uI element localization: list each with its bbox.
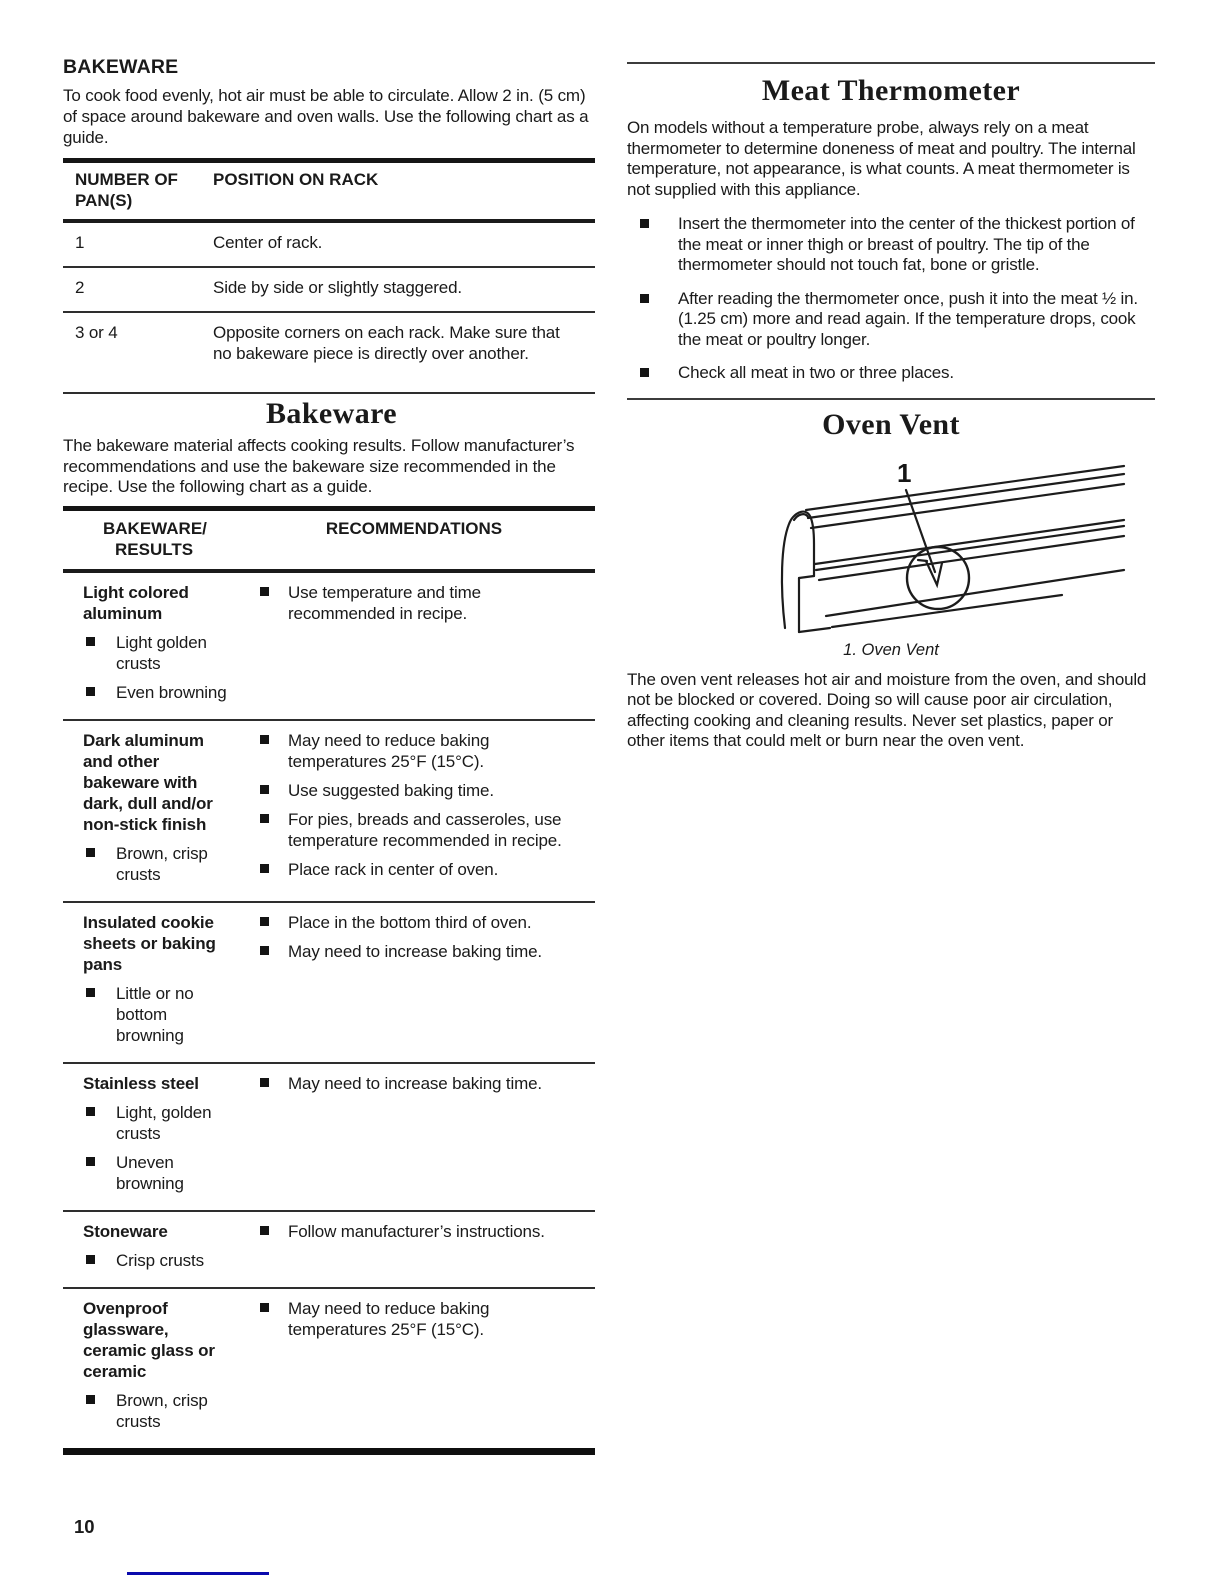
recommendations-cell <box>233 1221 595 1271</box>
bullet-text: For pies, breads and casseroles, use temperature recommended in recipe. <box>288 809 562 850</box>
table-row <box>63 1064 595 1212</box>
bullet-text: Brown, crisp crusts <box>116 1390 208 1431</box>
pans-position-table <box>63 158 595 394</box>
bullet-square-icon <box>260 814 269 823</box>
bullet-text: May need to increase baking time. <box>288 1073 542 1093</box>
bullet-text: Uneven browning <box>116 1152 184 1193</box>
recommendation-bullet-item <box>260 1298 590 1340</box>
bullet-square-icon <box>260 1303 269 1312</box>
table-row <box>63 313 595 394</box>
bullet-text: May need to reduce baking temperatures 25°F (15°C). <box>288 1298 490 1339</box>
bullet-item <box>627 214 1155 276</box>
material-cell <box>63 730 233 885</box>
pans-table-header <box>63 163 595 223</box>
material-cell <box>63 912 233 1046</box>
bullet-square-icon <box>86 687 95 696</box>
recommendations-cell <box>233 1073 595 1194</box>
bullet-item <box>627 289 1155 351</box>
table-row <box>63 1212 595 1289</box>
bullet-square-icon <box>640 368 649 377</box>
result-bullet-item <box>86 682 233 703</box>
recommendation-bullet-item <box>260 780 590 801</box>
left-column <box>63 56 600 1455</box>
bakeware-table-body <box>63 573 595 1448</box>
recommendations-cell <box>233 1298 595 1432</box>
recommendation-bullet-item <box>260 859 590 880</box>
table-row <box>63 223 595 268</box>
position-cell: Side by side or slightly staggered. <box>213 278 462 297</box>
recommendation-bullet-item <box>260 730 590 772</box>
bullet-square-icon <box>86 1107 95 1116</box>
recommendations-header-cell: RECOMMENDATIONS <box>325 518 503 538</box>
bullet-text: Insert the thermometer into the center of the thickest portion of the meat or inner thigh or breast of poultry. The tip of the thermometer should not touch fat, bone or gristle. <box>678 214 1135 274</box>
pans-table-body <box>63 223 595 394</box>
bullet-text: Use suggested baking time. <box>288 780 494 800</box>
oven-vent-heading: Oven Vent <box>822 407 960 441</box>
results-list <box>83 983 233 1046</box>
table-row <box>63 268 595 313</box>
section-divider-line <box>627 62 1155 64</box>
position-header-cell: POSITION ON RACK <box>213 170 379 189</box>
pans-header-cell: NUMBER OF PAN(S) <box>75 170 178 210</box>
pans-cell: 1 <box>75 233 85 252</box>
bullet-square-icon <box>640 294 649 303</box>
result-bullet-item <box>86 1390 233 1432</box>
recommendations-cell <box>233 912 595 1046</box>
bullet-text: Light, golden crusts <box>116 1102 212 1143</box>
bullet-text: Even browning <box>116 682 227 702</box>
bullet-square-icon <box>260 1078 269 1087</box>
results-list <box>83 1102 233 1194</box>
bullet-text: Use temperature and time recommended in recipe. <box>288 582 481 623</box>
bullet-square-icon <box>260 587 269 596</box>
bakeware-chart-intro: The bakeware material affects cooking results. Follow manufacturer’s recommendations and use the bakeware size recommended in the recipe. Use the following chart as a guide. <box>63 436 575 496</box>
bullet-square-icon <box>260 946 269 955</box>
recommendations-cell <box>233 730 595 885</box>
bullet-text: Place in the bottom third of oven. <box>288 912 532 932</box>
table-row <box>63 721 595 903</box>
material-title: Light colored aluminum <box>83 582 189 623</box>
result-bullet-item <box>86 1250 233 1271</box>
material-title: Dark aluminum and other bakeware with dark, dull and/or non-stick finish <box>83 730 213 834</box>
results-list <box>83 1390 233 1432</box>
bullet-text: Crisp crusts <box>116 1250 204 1270</box>
material-title: Insulated cookie sheets or baking pans <box>83 912 216 974</box>
meat-thermometer-heading: Meat Thermometer <box>761 74 1021 107</box>
table-row <box>63 573 595 721</box>
bullet-square-icon <box>86 1395 95 1404</box>
material-title: Ovenproof glassware, ceramic glass or ceramic <box>83 1298 215 1381</box>
figure-caption: 1. Oven Vent <box>843 640 939 659</box>
figure-callout-label: 1 <box>897 457 912 488</box>
recommendation-bullet-item <box>260 941 590 962</box>
bullet-square-icon <box>260 1226 269 1235</box>
results-list <box>83 1250 233 1271</box>
material-title: Stoneware <box>83 1221 168 1241</box>
result-bullet-item <box>86 1102 233 1144</box>
material-cell <box>63 1298 233 1432</box>
position-cell: Opposite corners on each rack. Make sure that no bakeware piece is directly over another. <box>213 323 560 363</box>
section-divider-line <box>627 398 1155 400</box>
bullet-text: Follow manufacturer’s instructions. <box>288 1221 545 1241</box>
results-list <box>83 843 233 885</box>
bullet-square-icon <box>86 1157 95 1166</box>
bakeware-chart-heading: Bakeware <box>266 397 397 430</box>
pans-cell: 2 <box>75 278 85 297</box>
bullet-square-icon <box>86 637 95 646</box>
page-number: 10 <box>74 1516 95 1537</box>
bullet-item <box>627 363 1155 384</box>
bullet-square-icon <box>260 785 269 794</box>
bullet-square-icon <box>640 219 649 228</box>
results-list <box>83 632 233 703</box>
result-bullet-item <box>86 843 233 885</box>
material-title: Stainless steel <box>83 1073 199 1093</box>
bullet-text: Little or no bottom browning <box>116 983 194 1045</box>
oven-vent-paragraph: The oven vent releases hot air and moisture from the oven, and should not be blocked or covered. Doing so will cause poor air circulation, affecting cooking and cleaning results. Never set plastics, paper or other items that could melt or burn near the oven vent. <box>627 669 1147 750</box>
position-cell: Center of rack. <box>213 233 323 252</box>
material-cell <box>63 582 233 703</box>
recommendations-cell <box>233 582 595 703</box>
right-column <box>627 56 1155 769</box>
recommendation-bullet-item <box>260 1221 590 1242</box>
recommendation-bullet-item <box>260 582 590 624</box>
bullet-square-icon <box>86 988 95 997</box>
bakeware-recommendations-table <box>63 506 595 1455</box>
recommendation-bullet-item <box>260 1073 590 1094</box>
oven-vent-drawing <box>770 446 1132 642</box>
bullet-square-icon <box>260 735 269 744</box>
material-cell <box>63 1073 233 1194</box>
table-row <box>63 1289 595 1448</box>
bullet-square-icon <box>86 848 95 857</box>
bullet-text: After reading the thermometer once, push it into the meat ½ in. (1.25 cm) more and read again. If the temperature drops, cook the meat or poultry longer. <box>678 288 1138 349</box>
bakeware-table-header <box>63 511 595 573</box>
result-bullet-item <box>86 632 233 674</box>
bullet-square-icon <box>86 1255 95 1264</box>
table-row <box>63 903 595 1064</box>
pans-cell: 3 or 4 <box>75 323 118 342</box>
bakeware-intro-paragraph: To cook food evenly, hot air must be able to circulate. Allow 2 in. (5 cm) of space around bakeware and oven walls. Use the following chart as a guide. <box>63 86 589 147</box>
meat-thermometer-bullets <box>627 214 1155 384</box>
oven-vent-figure <box>627 442 1155 638</box>
bullet-text: May need to reduce baking temperatures 25°F (15°C). <box>288 730 490 771</box>
bullet-text: Brown, crisp crusts <box>116 843 208 884</box>
bakeware-section-heading: BAKEWARE <box>63 56 179 78</box>
bullet-text: Check all meat in two or three places. <box>678 363 954 382</box>
result-bullet-item <box>86 1152 233 1194</box>
bullet-square-icon <box>260 917 269 926</box>
result-bullet-item <box>86 983 233 1046</box>
bullet-text: Light golden crusts <box>116 632 207 673</box>
meat-thermometer-intro: On models without a temperature probe, always rely on a meat thermometer to determine doneness of meat and poultry. The internal temperature, not appearance, is what counts. A meat thermometer is not supplied with this appliance. <box>627 118 1136 199</box>
recommendation-bullet-item <box>260 809 590 851</box>
material-cell <box>63 1221 233 1271</box>
bullet-text: Place rack in center of oven. <box>288 859 499 879</box>
bullet-square-icon <box>260 864 269 873</box>
bakeware-results-header-cell: BAKEWARE/ RESULTS <box>103 518 207 559</box>
recommendation-bullet-item <box>260 912 590 933</box>
footer-link-line <box>127 1572 269 1575</box>
bullet-text: May need to increase baking time. <box>288 941 542 961</box>
